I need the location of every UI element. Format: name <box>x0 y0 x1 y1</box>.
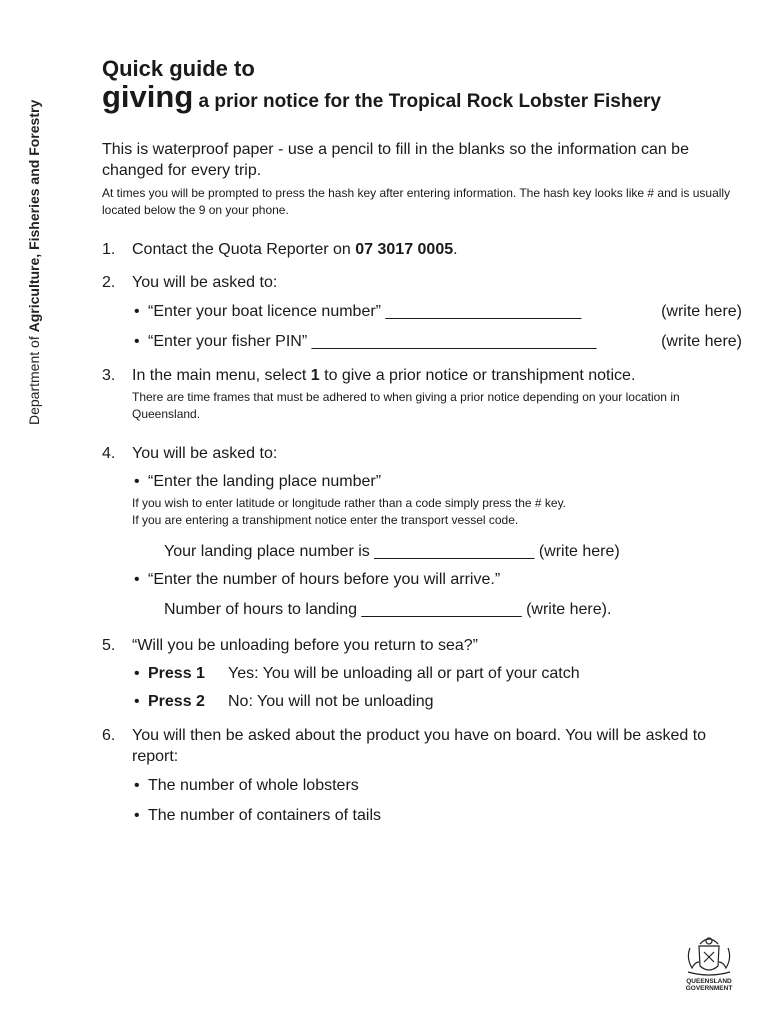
title-big-word: giving <box>102 79 194 114</box>
step-1-text: Contact the Quota Reporter on <box>132 241 356 258</box>
menu-option: 1 <box>310 367 320 384</box>
step-number: 1. <box>102 241 116 258</box>
press-1-label: Press 1 <box>148 665 205 682</box>
step-3 <box>102 365 742 423</box>
title-line-2 <box>102 79 742 117</box>
step-4 <box>102 443 742 621</box>
press-2-label: Press 2 <box>148 693 205 710</box>
write-here-label: (write here) <box>661 333 742 350</box>
step-2 <box>102 272 742 353</box>
step-1 <box>102 239 742 260</box>
step-3-note: There are time frames that must be adhered to when giving a prior notice depending on your location in Queensland. <box>132 390 680 421</box>
press-2-text: No: You will not be unloading <box>228 693 434 710</box>
step-3-post: to give a prior notice or transhipment notice. <box>319 367 636 384</box>
step-number: 6. <box>102 727 116 744</box>
intro-text: This is waterproof paper - use a pencil to fill in the blanks so the information can be changed for every trip. <box>102 141 689 179</box>
title-line-1: Quick guide to <box>102 56 255 81</box>
step-6 <box>102 725 742 827</box>
step-number: 4. <box>102 445 116 462</box>
title-rest: a prior notice for the Tropical Rock Lobster Fishery <box>193 91 661 112</box>
boat-licence-prompt: • “Enter your boat licence number” ______________________ <box>148 303 582 320</box>
quota-phone-number: 07 3017 0005 <box>355 241 454 258</box>
department-name: Agriculture, Fisheries and Forestry <box>26 99 42 333</box>
containers-of-tails-item: • The number of containers of tails <box>132 805 742 827</box>
fisher-pin-item <box>132 331 742 353</box>
hours-field: Number of hours to landing __________________ (write here). <box>164 601 612 618</box>
step-5-text: “Will you be unloading before you return to sea?” <box>132 637 478 654</box>
step-5 <box>102 635 742 713</box>
step-1-period: . <box>453 241 458 258</box>
whole-lobsters-item: • The number of whole lobsters <box>132 775 742 797</box>
landing-place-field: Your landing place number is __________________ (write here) <box>164 543 620 560</box>
crest-text-line-2: GOVERNMENT <box>685 985 733 992</box>
step-number: 5. <box>102 637 116 654</box>
step-6-text: You will then be asked about the product you have on board. You will be asked to report: <box>132 727 707 765</box>
department-label <box>26 100 42 425</box>
queensland-government-crest-icon <box>680 932 738 992</box>
crest-text-line-1: QUEENSLAND <box>686 978 732 985</box>
step-number: 2. <box>102 274 116 291</box>
press-1-item <box>132 663 742 685</box>
landing-place-prompt: • “Enter the landing place number” <box>132 471 742 493</box>
boat-licence-item <box>132 301 742 323</box>
step-2-text: You will be asked to: <box>132 274 278 291</box>
step-number: 3. <box>102 367 116 384</box>
write-here-label: (write here) <box>661 303 742 320</box>
department-prefix: Department of <box>26 332 42 425</box>
press-2-item <box>132 691 742 713</box>
step-3-pre: In the main menu, select <box>132 367 311 384</box>
intro-note: At times you will be prompted to press the hash key after entering information. The hash key looks like # and is usually located below the 9 on your phone. <box>102 186 731 217</box>
fisher-pin-prompt: • “Enter your fisher PIN” ________________________________ <box>148 333 597 350</box>
step-3-text <box>132 365 742 386</box>
transhipment-note: If you are entering a transhipment notice enter the transport vessel code. <box>132 513 519 527</box>
step-4-text: You will be asked to: <box>132 445 278 462</box>
latitude-note: If you wish to enter latitude or longitude rather than a code simply press the # key. <box>132 496 567 510</box>
document-body <box>102 56 742 827</box>
press-1-text: Yes: You will be unloading all or part of your catch <box>228 665 580 682</box>
hours-prompt: • “Enter the number of hours before you will arrive.” <box>132 569 742 591</box>
